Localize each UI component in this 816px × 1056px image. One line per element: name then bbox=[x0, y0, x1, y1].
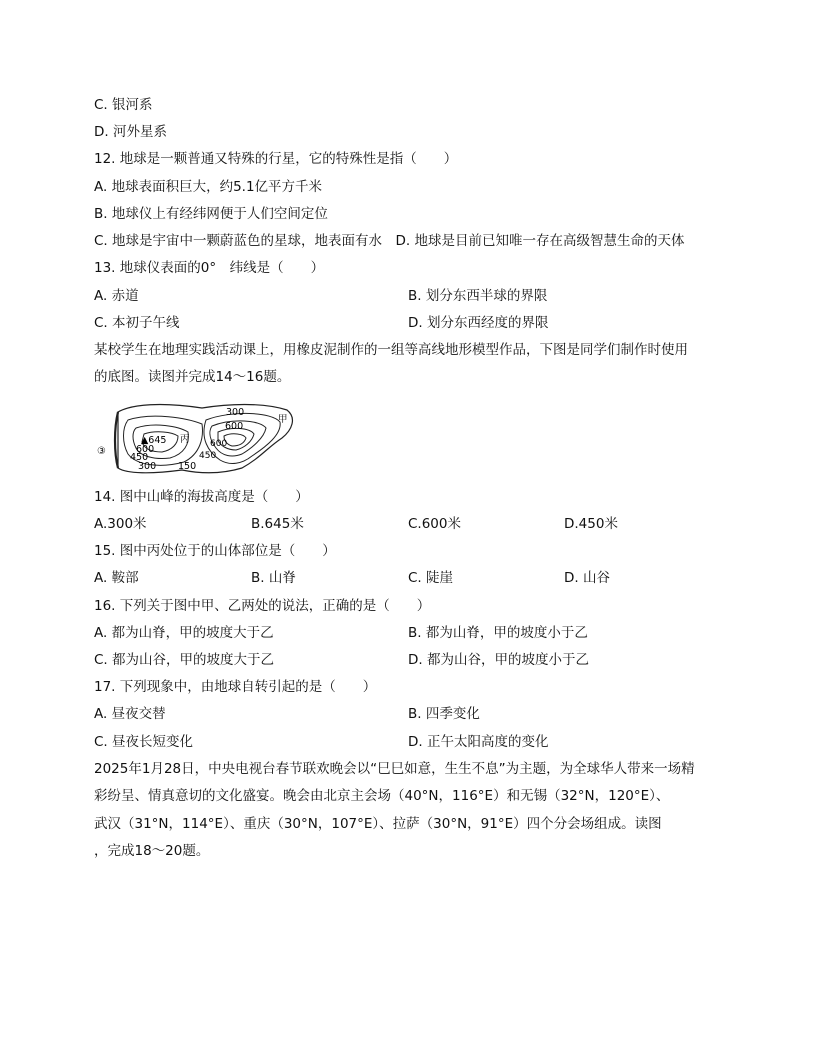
contour-label: 450 bbox=[199, 451, 217, 461]
q16-option-c: C. 都为山谷，甲的坡度大于乙 bbox=[94, 652, 275, 668]
question-15: 15. 图中丙处位于的山体部位是（ ） bbox=[94, 543, 336, 559]
option-text: C. 银河系 bbox=[94, 97, 153, 113]
q17-option-d: D. 正午太阳高度的变化 bbox=[408, 734, 549, 750]
q12-option-a: A. 地球表面积巨大，约5.1亿平方千米 bbox=[94, 179, 323, 195]
q12-option-cd: C. 地球是宇宙中一颗蔚蓝色的星球，地表面有水 D. 地球是目前已知唯一存在高级智慧生命的天体 bbox=[94, 233, 685, 249]
label-bing: 丙 bbox=[180, 434, 190, 445]
q14-option-b: B.645米 bbox=[251, 516, 304, 532]
peak-label: ▲645 bbox=[141, 435, 167, 446]
label-jia: 甲 bbox=[278, 414, 288, 425]
passage-line: 2025年1月28日，中央电视台春节联欢晚会以“巳巳如意，生生不息”为主题，为全球华人带来一场精 bbox=[94, 761, 695, 777]
option-text: D. 河外星系 bbox=[94, 124, 167, 140]
q16-option-d: D. 都为山谷，甲的坡度小于乙 bbox=[408, 652, 589, 668]
q15-option-d: D. 山谷 bbox=[564, 570, 610, 586]
q13-option-c: C. 本初子午线 bbox=[94, 315, 180, 331]
q15-option-a: A. 鞍部 bbox=[94, 570, 139, 586]
contour-label: 600 bbox=[225, 421, 244, 432]
q17-option-b: B. 四季变化 bbox=[408, 706, 480, 722]
q15-option-b: B. 山脊 bbox=[251, 570, 296, 586]
intro-line: 某校学生在地理实践活动课上，用橡皮泥制作的一组等高线地形模型作品，下图是同学们制作时使用 bbox=[94, 342, 688, 358]
question-16: 16. 下列关于图中甲、乙两处的说法，正确的是（ ） bbox=[94, 598, 431, 614]
contour-label: 600 bbox=[136, 444, 155, 455]
contour-map bbox=[92, 398, 298, 478]
q13-option-b: B. 划分东西半球的界限 bbox=[408, 288, 548, 304]
contour-label: 300 bbox=[226, 407, 245, 418]
contour-label: 150 bbox=[178, 461, 197, 472]
contour-label: 600 bbox=[210, 439, 228, 449]
contour-line bbox=[224, 434, 246, 446]
question-12: 12. 地球是一颗普通又特殊的行星，它的特殊性是指（ ） bbox=[94, 151, 458, 167]
passage-line: 彩纷呈、情真意切的文化盛宴。晚会由北京主会场（40°N，116°E）和无锡（32°N，120°E）、 bbox=[94, 788, 670, 804]
q17-option-a: A. 昼夜交替 bbox=[94, 706, 166, 722]
question-14: 14. 图中山峰的海拔高度是（ ） bbox=[94, 489, 309, 505]
passage-line: 武汉（31°N，114°E）、重庆（30°N，107°E）、拉萨（30°N，91°E）四个分会场组成。读图 bbox=[94, 816, 662, 832]
question-17: 17. 下列现象中，由地球自转引起的是（ ） bbox=[94, 679, 377, 695]
passage-line: ，完成18～20题。 bbox=[94, 843, 210, 859]
q13-option-d: D. 划分东西经度的界限 bbox=[408, 315, 549, 331]
label-circle-3: ③ bbox=[97, 446, 106, 457]
contour-label: 300 bbox=[138, 461, 157, 472]
question-13: 13. 地球仪表面的0° 纬线是（ ） bbox=[94, 260, 325, 276]
q14-option-a: A.300米 bbox=[94, 516, 147, 532]
q14-option-c: C.600米 bbox=[408, 516, 461, 532]
q13-option-a: A. 赤道 bbox=[94, 288, 139, 304]
intro-line: 的底图。读图并完成14～16题。 bbox=[94, 369, 291, 385]
q14-option-d: D.450米 bbox=[564, 516, 618, 532]
contour-label: 450 bbox=[130, 452, 149, 463]
q15-option-c: C. 陡崖 bbox=[408, 570, 454, 586]
q16-option-a: A. 都为山脊，甲的坡度大于乙 bbox=[94, 625, 274, 641]
q16-option-b: B. 都为山脊，甲的坡度小于乙 bbox=[408, 625, 588, 641]
q12-option-b: B. 地球仪上有经纬网便于人们空间定位 bbox=[94, 206, 328, 222]
q17-option-c: C. 昼夜长短变化 bbox=[94, 734, 194, 750]
